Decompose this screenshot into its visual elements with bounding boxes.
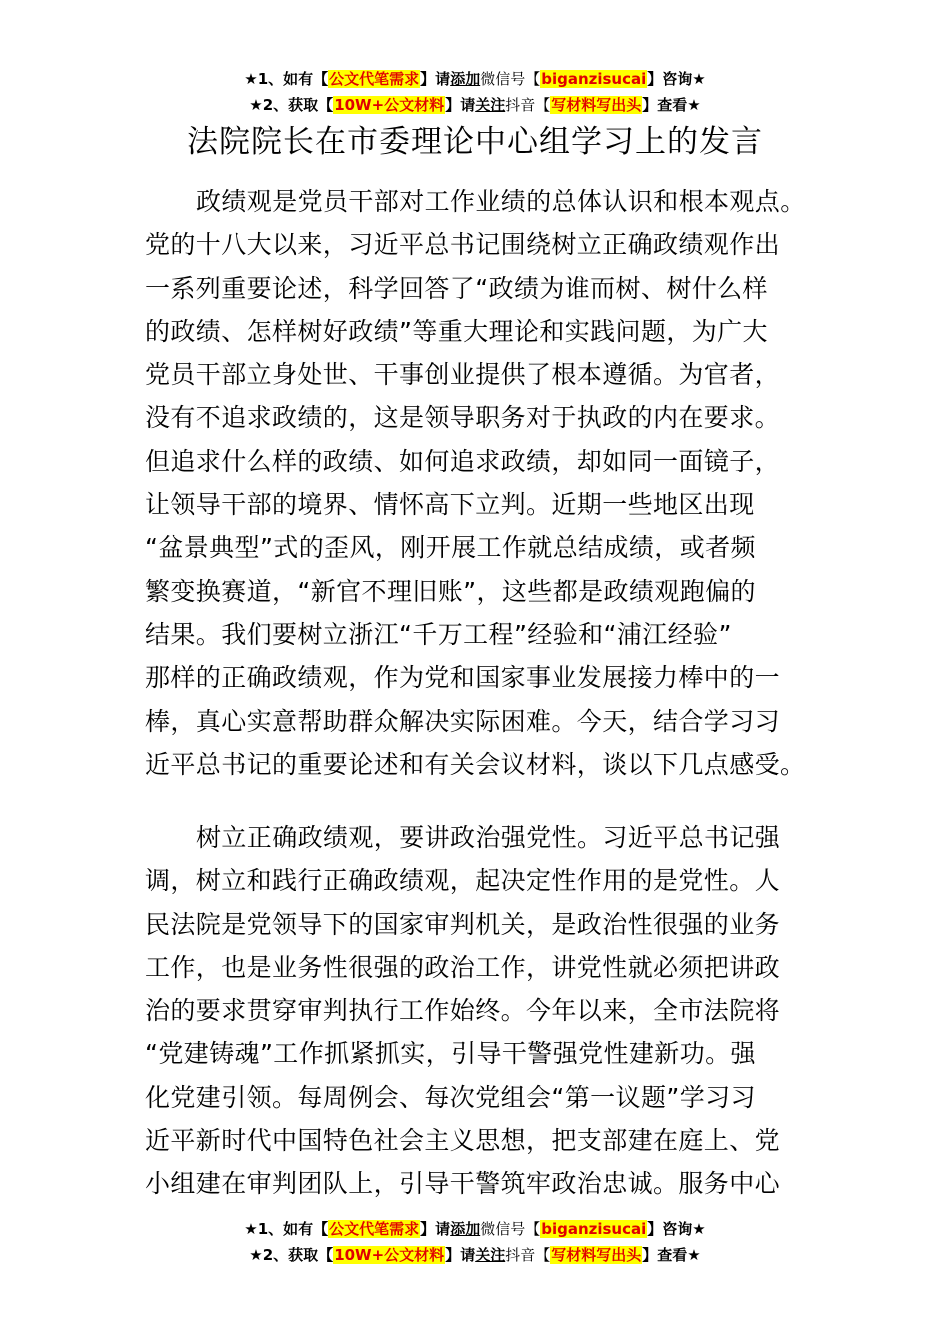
text-line: 化党建引领。每周例会、每次党组会“第一议题”学习习 (145, 1082, 756, 1112)
text-line: 的政绩、怎样树好政绩”等重大理论和实践问题，为广大 (145, 316, 768, 346)
banner-line-2: ★2、获取【10W+公文材料】请关注抖音【写材料写出头】查看★ (249, 96, 701, 114)
banner-line-1: ★1、如有【公文代笔需求】请添加微信号【biganzisucai】咨询★ (244, 1220, 706, 1238)
highlight-wechat-id: biganzisucai (541, 70, 647, 88)
highlight-service: 公文代笔需求 (329, 1220, 420, 1238)
text-line: 政绩观是党员干部对工作业绩的总体认识和根本观点。 (196, 187, 806, 216)
highlight-service: 公文代笔需求 (329, 70, 420, 88)
text-line: 小组建在审判团队上，引导干警筑牢政治忠诚。服务中心 (145, 1169, 781, 1199)
text-line: 治的要求贯穿审判执行工作始终。今年以来，全市法院将 (145, 996, 781, 1026)
highlight-wechat-id: biganzisucai (541, 1220, 647, 1238)
banner-line-2: ★2、获取【10W+公文材料】请关注抖音【写材料写出头】查看★ (249, 1246, 701, 1264)
highlight-douyin: 写材料写出头 (551, 1246, 642, 1264)
footer-banner (0, 1216, 950, 1268)
highlight-materials: 10W+公文材料 (334, 96, 445, 114)
text-line: 一系列重要论述，科学回答了“政绩为谁而树、树什么样 (145, 273, 768, 303)
text-line: 让领导干部的境界、情怀高下立判。近期一些地区出现 (145, 490, 755, 520)
highlight-douyin: 写材料写出头 (551, 96, 642, 114)
document-title: 法院院长在市委理论中心组学习上的发言 (187, 124, 763, 160)
paragraph-1 (0, 180, 950, 786)
header-banner (0, 66, 950, 118)
text-line: 工作，也是业务性很强的政治工作，讲党性就必须把讲政 (145, 952, 781, 982)
text-line: 调，树立和践行正确政绩观，起决定性作用的是党性。人 (145, 866, 781, 896)
text-line: “盆景典型”式的歪风，刚开展工作就总结成绩，或者频 (145, 533, 756, 563)
highlight-materials: 10W+公文材料 (334, 1246, 445, 1264)
text-line: 棒，真心实意帮助群众解决实际困难。今天，结合学习习 (145, 706, 781, 736)
text-line: 但追求什么样的政绩、如何追求政绩，却如同一面镜子， (145, 446, 781, 476)
text-line: 民法院是党领导下的国家审判机关，是政治性很强的业务 (145, 909, 781, 939)
text-line: 那样的正确政绩观，作为党和国家事业发展接力棒中的一 (145, 663, 781, 693)
text-line: 结果。我们要树立浙江“千万工程”经验和“浦江经验” (145, 619, 732, 649)
text-line: 没有不追求政绩的，这是领导职务对于执政的内在要求。 (145, 403, 781, 433)
text-line: 树立正确政绩观，要讲政治强党性。习近平总书记强 (196, 823, 781, 852)
text-line: “党建铸魂”工作抓紧抓实，引导干警强党性建新功。强 (145, 1039, 756, 1069)
text-line: 党员干部立身处世、干事创业提供了根本遵循。为官者， (145, 360, 781, 390)
text-line: 繁变换赛道，“新官不理旧账”，这些都是政绩观跑偏的 (145, 576, 756, 606)
paragraph-2 (0, 816, 950, 1206)
banner-line-1: ★1、如有【公文代笔需求】请添加微信号【biganzisucai】咨询★ (244, 70, 706, 88)
text-line: 党的十八大以来，习近平总书记围绕树立正确政绩观作出 (145, 230, 781, 260)
text-line: 近平总书记的重要论述和有关会议材料，谈以下几点感受。 (145, 749, 806, 779)
text-line: 近平新时代中国特色社会主义思想，把支部建在庭上、党 (145, 1126, 781, 1156)
